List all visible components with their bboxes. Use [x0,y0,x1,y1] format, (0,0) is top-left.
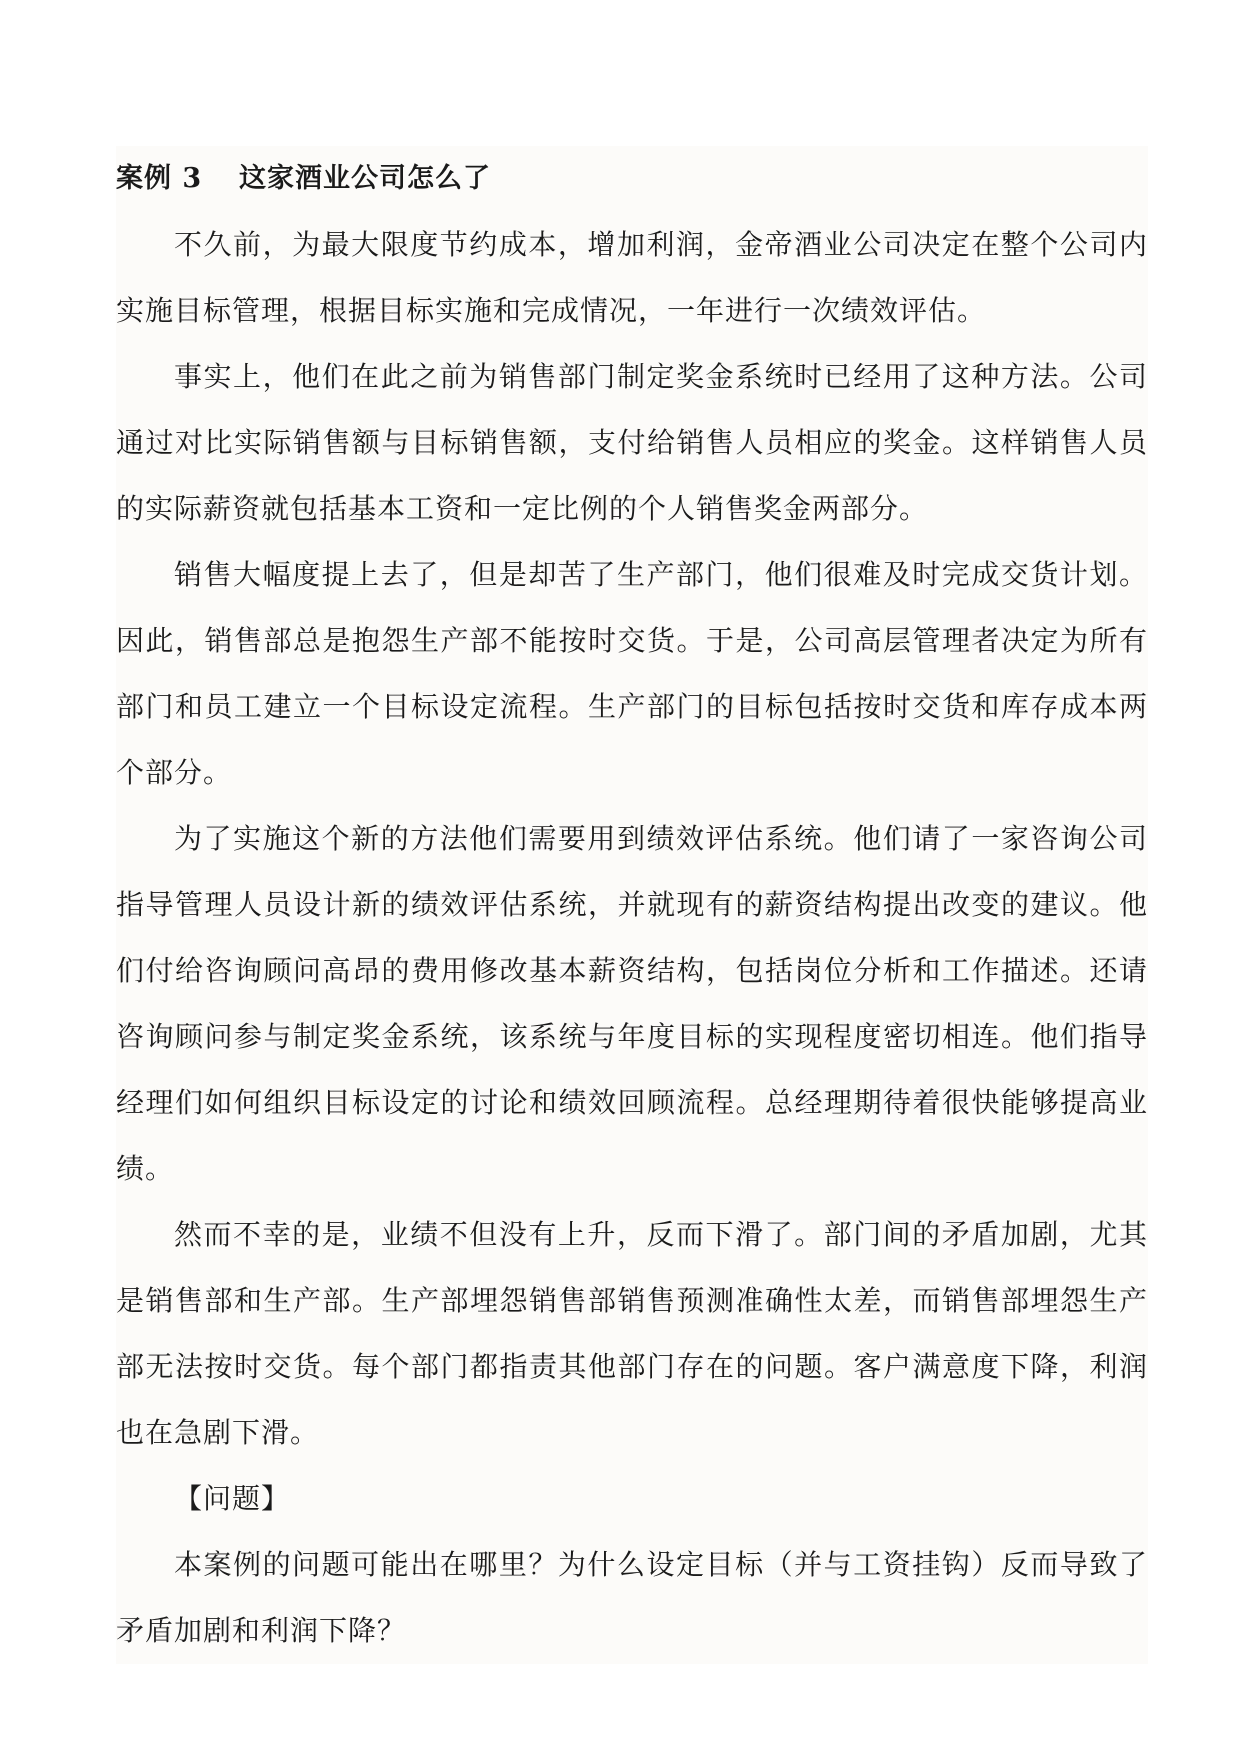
document-body [116,146,1148,1664]
paragraph-4: 为了实施这个新的方法他们需要用到绩效评估系统。他们请了一家咨询公司指导管理人员设计新的绩效评估系统，并就现有的薪资结构提出改变的建议。他们付给咨询顾问高昂的费用修改基本薪资结构，包括岗位分析和工作描述。还请咨询顾问参与制定奖金系统，该系统与年度目标的实现程度密切相连。他们指导经理们如何组织目标设定的讨论和绩效回顾流程。总经理期待着很快能够提高业绩。 [116,822,1148,1185]
paragraph-2: 事实上，他们在此之前为销售部门制定奖金系统时已经用了这种方法。公司通过对比实际销售额与目标销售额，支付给销售人员相应的奖金。这样销售人员的实际薪资就包括基本工资和一定比例的个人销售奖金两部分。 [116,360,1148,525]
case-label: 案例 3 [116,163,203,194]
question-text: 本案例的问题可能出在哪里？为什么设定目标（并与工资挂钩）反而导致了矛盾加剧和利润下降？ [116,1548,1148,1647]
case-title [116,146,1148,212]
paragraph-1: 不久前，为最大限度节约成本，增加利润，金帝酒业公司决定在整个公司内实施目标管理，根据目标实施和完成情况，一年进行一次绩效评估。 [116,228,1148,327]
case-title-text: 这家酒业公司怎么了 [239,163,491,194]
paragraph-3: 销售大幅度提上去了，但是却苦了生产部门，他们很难及时完成交货计划。因此，销售部总是抱怨生产部不能按时交货。于是，公司高层管理者决定为所有部门和员工建立一个目标设定流程。生产部门的目标包括按时交货和库存成本两个部分。 [116,558,1148,789]
paragraph-5: 然而不幸的是，业绩不但没有上升，反而下滑了。部门间的矛盾加剧，尤其是销售部和生产部。生产部埋怨销售部销售预测准确性太差，而销售部埋怨生产部无法按时交货。每个部门都指责其他部门存在的问题。客户满意度下降，利润也在急剧下滑。 [116,1218,1148,1449]
question-heading: 【问题】 [174,1482,291,1515]
